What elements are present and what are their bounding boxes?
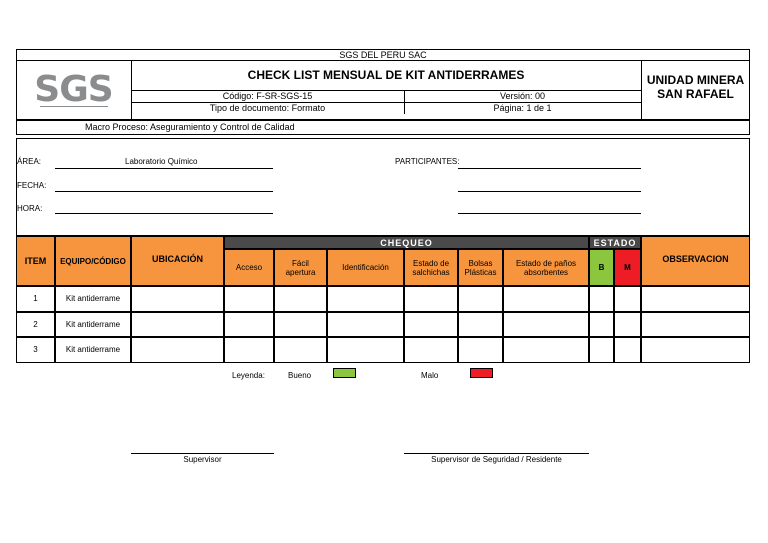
table-cell-empty[interactable] bbox=[589, 312, 614, 338]
document-title: CHECK LIST MENSUAL DE KIT ANTIDERRAMES bbox=[247, 68, 525, 82]
document-version: Versión: 00 bbox=[499, 91, 546, 101]
company-name: SGS DEL PERU SAC bbox=[339, 49, 427, 60]
row-item-number: 1 bbox=[16, 286, 55, 312]
table-cell-empty[interactable] bbox=[131, 337, 224, 363]
fecha-field-line bbox=[55, 191, 273, 192]
col-equipo: EQUIPO/CÓDIGO bbox=[55, 236, 131, 286]
table-cell-empty[interactable] bbox=[641, 312, 750, 338]
area-field-line bbox=[55, 168, 273, 169]
col-identificacion: Identificación bbox=[327, 249, 404, 286]
table-cell-empty[interactable] bbox=[131, 286, 224, 312]
table-cell-empty[interactable] bbox=[274, 286, 327, 312]
table-cell-empty[interactable] bbox=[458, 312, 503, 338]
table-cell-empty[interactable] bbox=[327, 312, 404, 338]
group-chequeo: CHEQUEO bbox=[224, 236, 589, 249]
col-observacion: OBSERVACION bbox=[641, 236, 750, 286]
col-estado-malo: M bbox=[614, 249, 641, 286]
table-cell-empty[interactable] bbox=[458, 337, 503, 363]
row-item-number: 2 bbox=[16, 312, 55, 338]
area-label: ÁREA: bbox=[17, 157, 42, 166]
logo-underline bbox=[40, 106, 108, 107]
table-cell-empty[interactable] bbox=[641, 337, 750, 363]
table-cell-empty[interactable] bbox=[458, 286, 503, 312]
participantes-line-1 bbox=[458, 168, 641, 169]
table-cell-empty[interactable] bbox=[404, 286, 458, 312]
supervisor-signature-label: Supervisor bbox=[183, 454, 222, 464]
table-cell-empty[interactable] bbox=[589, 286, 614, 312]
col-bolsas: Bolsas Plásticas bbox=[458, 249, 503, 286]
document-type: Tipo de documento: Formato bbox=[209, 103, 326, 113]
document-code: Código: F-SR-SGS-15 bbox=[222, 91, 313, 101]
col-panos: Estado de paños absorbentes bbox=[503, 249, 589, 286]
table-cell-empty[interactable] bbox=[503, 312, 589, 338]
col-acceso: Acceso bbox=[224, 249, 274, 286]
participantes-line-3 bbox=[458, 213, 641, 214]
sgs-logo-text: SGS bbox=[34, 68, 113, 110]
col-facil-apertura: Fácil apertura bbox=[274, 249, 327, 286]
table-cell-empty[interactable] bbox=[224, 286, 274, 312]
table-cell-empty[interactable] bbox=[614, 312, 641, 338]
hora-label: HORA: bbox=[17, 204, 43, 213]
sgs-logo bbox=[16, 60, 131, 118]
fecha-label: FECHA: bbox=[17, 181, 47, 190]
table-cell-empty[interactable] bbox=[614, 286, 641, 312]
document-page: Página: 1 de 1 bbox=[493, 103, 552, 113]
row-equipo: Kit antiderrame bbox=[55, 312, 131, 338]
mining-unit bbox=[641, 60, 750, 114]
table-cell-empty[interactable] bbox=[404, 337, 458, 363]
participantes-line-2 bbox=[458, 191, 641, 192]
participantes-label: PARTICIPANTES: bbox=[395, 157, 460, 166]
table-cell-empty[interactable] bbox=[614, 337, 641, 363]
row-equipo: Kit antiderrame bbox=[55, 337, 131, 363]
table-cell-empty[interactable] bbox=[131, 312, 224, 338]
legend-bueno-swatch bbox=[333, 368, 356, 378]
table-cell-empty[interactable] bbox=[224, 312, 274, 338]
area-value: Laboratorio Químico bbox=[125, 157, 198, 166]
group-estado: ESTADO bbox=[589, 236, 641, 249]
col-estado-bueno: B bbox=[589, 249, 614, 286]
mining-unit-line1: UNIDAD MINERA bbox=[646, 73, 745, 87]
legend-malo-label: Malo bbox=[421, 371, 439, 380]
legend-malo-swatch bbox=[470, 368, 493, 378]
table-cell-empty[interactable] bbox=[404, 312, 458, 338]
legend-label: Leyenda: bbox=[232, 371, 265, 380]
col-item: ITEM bbox=[16, 236, 55, 286]
table-cell-empty[interactable] bbox=[274, 312, 327, 338]
table-cell-empty[interactable] bbox=[274, 337, 327, 363]
safety-supervisor-signature-label: Supervisor de Seguridad / Residente bbox=[431, 454, 562, 464]
table-cell-empty[interactable] bbox=[327, 337, 404, 363]
table-cell-empty[interactable] bbox=[503, 286, 589, 312]
row-equipo: Kit antiderrame bbox=[55, 286, 131, 312]
macro-process: Macro Proceso: Aseguramiento y Control de Calidad bbox=[85, 122, 295, 132]
row-item-number: 3 bbox=[16, 337, 55, 363]
col-ubicacion: UBICACIÓN bbox=[131, 236, 224, 286]
table-cell-empty[interactable] bbox=[589, 337, 614, 363]
table-cell-empty[interactable] bbox=[503, 337, 589, 363]
mining-unit-line2: SAN RAFAEL bbox=[657, 87, 734, 101]
col-salchichas: Estado de salchichas bbox=[404, 249, 458, 286]
legend-bueno-label: Bueno bbox=[288, 371, 312, 380]
table-cell-empty[interactable] bbox=[327, 286, 404, 312]
table-cell-empty[interactable] bbox=[641, 286, 750, 312]
hora-field-line bbox=[55, 213, 273, 214]
info-block bbox=[16, 138, 750, 236]
table-cell-empty[interactable] bbox=[224, 337, 274, 363]
